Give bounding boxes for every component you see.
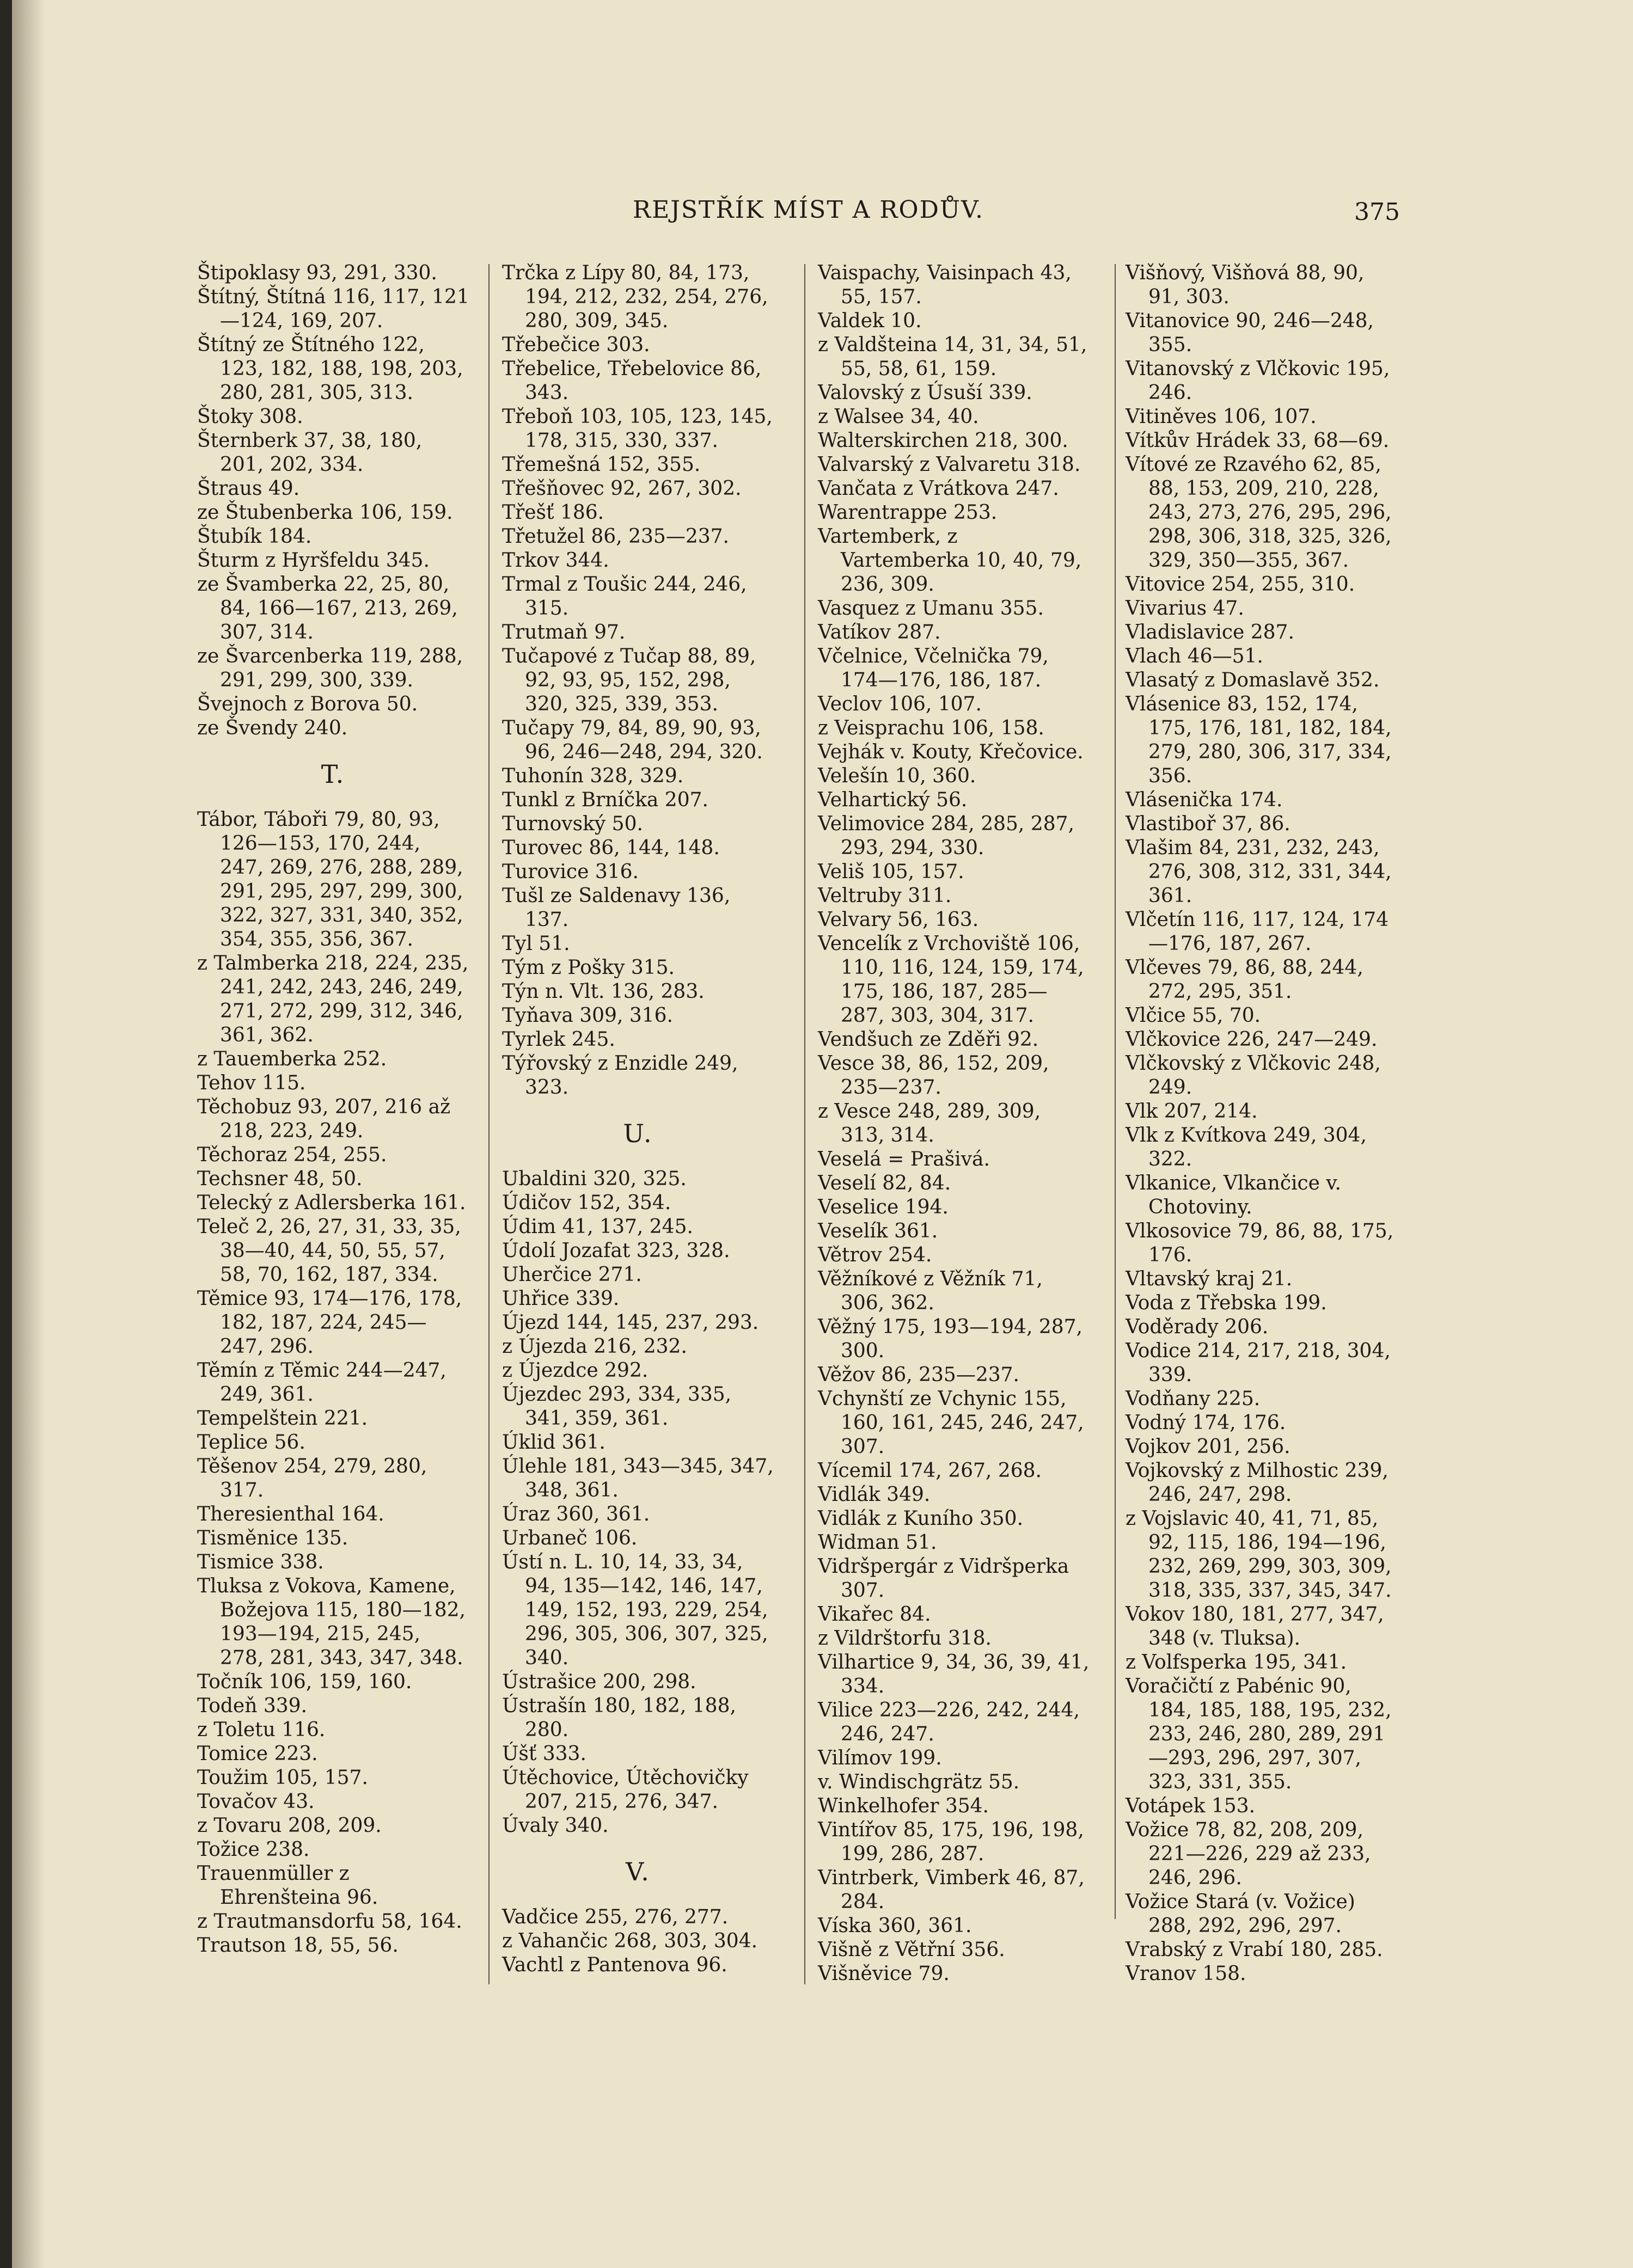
index-entry: Štoky 308. <box>197 406 303 428</box>
index-entry: Vitanovice 90, 246—248, 355. <box>1126 310 1374 356</box>
index-entry: Újezdec 293, 334, 335, 341, 359, 361. <box>502 1383 732 1430</box>
index-entry: Třemešná 152, 355. <box>502 453 701 476</box>
index-entry: Štipoklasy 93, 291, 330. <box>197 262 437 284</box>
index-entry: z Valdšteina 14, 31, 34, 51, 55, 58, 61, 159. <box>818 334 1087 380</box>
index-entry: Vlčkovský z Vlčkovic 248, 249. <box>1126 1052 1381 1099</box>
index-entry: Ústrašice 200, 298. <box>502 1671 696 1693</box>
index-entry: Vokov 180, 181, 277, 347, 348 (v. Tluksa). <box>1126 1603 1384 1650</box>
index-entry: Veclov 106, 107. <box>818 693 982 715</box>
index-entry: Vadčice 255, 276, 277. <box>502 1906 729 1928</box>
index-entry: Tisměnice 135. <box>197 1527 348 1549</box>
index-entry: Vlčeves 79, 86, 88, 244, 272, 295, 351. <box>1126 957 1363 1003</box>
index-column-4 <box>1126 261 1398 1986</box>
index-entry: Vidlák 349. <box>818 1484 931 1506</box>
index-entry: Vatíkov 287. <box>818 621 941 643</box>
index-entry: Týřovský z Enzidle 249, 323. <box>502 1052 738 1099</box>
index-entry: Vintířov 85, 175, 196, 198, 199, 286, 287. <box>818 1819 1084 1865</box>
index-entry: Theresienthal 164. <box>197 1503 384 1525</box>
index-entry: Vítové ze Rzavého 62, 85, 88, 153, 209, 210, 228, 243, 273, 276, 295, 296, 298, 306, 318, 325, 326, 329, 350—355, 367. <box>1126 453 1392 572</box>
index-entry: Trauenmüller z Ehrenšteina 96. <box>197 1862 378 1909</box>
index-entry: Těšenov 254, 279, 280, 317. <box>197 1455 427 1501</box>
index-entry: Štraus 49. <box>197 477 300 500</box>
index-entry: ze Švamberka 22, 25, 80, 84, 166—167, 213, 269, 307, 314. <box>197 573 458 643</box>
index-entry: Telecký z Adlersberka 161. <box>197 1192 466 1214</box>
index-entry: Vrabský z Vrabí 180, 285. <box>1126 1939 1383 1961</box>
index-entry: Tyl 51. <box>502 933 570 955</box>
index-entry: Tučapy 79, 84, 89, 90, 93, 96, 246—248, 294, 320. <box>502 717 763 763</box>
index-entry: Třešť 186. <box>502 501 604 524</box>
index-entry: Třetužel 86, 235—237. <box>502 525 729 548</box>
index-entry: z Vildrštorfu 318. <box>818 1627 992 1650</box>
index-entry: Vejhák v. Kouty, Křečovice. <box>818 741 1084 763</box>
page-number: 375 <box>1354 198 1400 226</box>
index-entry: Tyrlek 245. <box>502 1028 615 1051</box>
index-entry: Švejnoch z Borova 50. <box>197 693 418 715</box>
index-entry: Toužim 105, 157. <box>197 1767 368 1789</box>
index-entry: Voděrady 206. <box>1126 1316 1269 1338</box>
running-title: REJSTŘÍK MÍST A RODŮV. <box>633 196 984 224</box>
index-entry: v. Windischgrätz 55. <box>818 1771 1020 1793</box>
index-column-1 <box>197 261 469 1958</box>
index-entry: Trčka z Lípy 80, 84, 173, 194, 212, 232, 254, 276, 280, 309, 345. <box>502 262 768 332</box>
index-entry: Těchobuz 93, 207, 216 až 218, 223, 249. <box>197 1096 451 1142</box>
index-entry: Šturm z Hyršfeldu 345. <box>197 549 430 572</box>
index-entry: Veltruby 311. <box>818 885 952 907</box>
index-entry: Vítkův Hrádek 33, 68—69. <box>1126 430 1390 452</box>
index-entry: Vladislavice 287. <box>1126 621 1294 643</box>
index-entry: Vožice 78, 82, 208, 209, 221—226, 229 až 233, 246, 296. <box>1126 1819 1371 1889</box>
index-entry: Vlásenička 174. <box>1126 789 1283 811</box>
index-entry: Trautson 18, 55, 56. <box>197 1934 399 1957</box>
index-entry: Vančata z Vrátkova 247. <box>818 477 1059 500</box>
index-entry: z Vahančic 268, 303, 304. <box>502 1930 758 1952</box>
index-entry: Vencelík z Vrchoviště 106, 110, 116, 124, 159, 174, 175, 186, 187, 285—287, 303, 304, 317. <box>818 933 1084 1027</box>
index-entry: Velvary 56, 163. <box>818 909 979 931</box>
index-entry: Vojkovský z Milhostic 239, 246, 247, 298. <box>1126 1460 1389 1506</box>
index-entry: Trutmaň 97. <box>502 621 626 643</box>
index-entry: Teleč 2, 26, 27, 31, 33, 35, 38—40, 44, 50, 55, 57, 58, 70, 162, 187, 334. <box>197 1216 461 1286</box>
index-entry: z Volfsperka 195, 341. <box>1126 1651 1347 1674</box>
index-entry: Úklid 361. <box>502 1431 606 1454</box>
index-entry: Vilímov 199. <box>818 1747 942 1769</box>
index-entry: Vitovice 254, 255, 310. <box>1126 573 1355 596</box>
index-entry: Tým z Pošky 315. <box>502 957 675 979</box>
index-entry: Veliš 105, 157. <box>818 861 964 883</box>
index-entry: z Trautmansdorfu 58, 164. <box>197 1910 462 1933</box>
index-entry: Veselice 194. <box>818 1196 949 1218</box>
index-entry: Vltavský kraj 21. <box>1126 1268 1293 1290</box>
index-entry: Úšť 333. <box>502 1743 586 1765</box>
index-entry: z Talmberka 218, 224, 235, 241, 242, 243, 246, 249, 271, 272, 299, 312, 346, 361, 362. <box>197 952 469 1046</box>
index-entry: Věžníkové z Věžník 71, 306, 362. <box>818 1268 1043 1314</box>
index-entry: Uherčice 271. <box>502 1264 642 1286</box>
index-entry: Útěchovice, Útěchovičky 207, 215, 276, 347. <box>502 1767 749 1813</box>
index-column-2 <box>502 261 774 1977</box>
index-entry: Votápek 153. <box>1126 1795 1256 1817</box>
index-entry: Včelnice, Včelnička 79, 174—176, 186, 187. <box>818 645 1049 691</box>
index-entry: Tempelštein 221. <box>197 1407 368 1430</box>
index-entry: Ústí n. L. 10, 14, 33, 34, 94, 135—142, 146, 147, 149, 152, 193, 229, 254, 296, 305, 306, 307, 325, 340. <box>502 1551 768 1669</box>
index-entry: Šternberk 37, 38, 180, 201, 202, 334. <box>197 430 423 476</box>
index-entry: Valvarský z Valvaretu 318. <box>818 453 1081 476</box>
section-heading: V. <box>626 1857 651 1886</box>
index-entry: z Vojslavic 40, 41, 71, 85, 92, 115, 186, 194—196, 232, 269, 299, 303, 309, 318, 335, 337, 345, 347. <box>1126 1507 1392 1602</box>
index-entry: z Toletu 116. <box>197 1719 326 1741</box>
index-entry: Uhřice 339. <box>502 1288 620 1310</box>
column-divider <box>804 264 805 1984</box>
index-entry: Údičov 152, 354. <box>502 1192 671 1214</box>
index-entry: Voda z Třebska 199. <box>1126 1292 1327 1314</box>
index-entry: Věžov 86, 235—237. <box>818 1364 1019 1386</box>
index-entry: Vesce 38, 86, 152, 209, 235—237. <box>818 1052 1049 1099</box>
index-entry: Újezd 144, 145, 237, 293. <box>502 1311 759 1334</box>
index-entry: Tušl ze Saldenavy 136, 137. <box>502 885 731 931</box>
index-entry: Vivarius 47. <box>1126 597 1244 620</box>
index-entry: Teplice 56. <box>197 1431 305 1454</box>
index-entry: Vitanovský z Vlčkovic 195, 246. <box>1126 358 1390 404</box>
index-entry: Ubaldini 320, 325. <box>502 1168 687 1190</box>
index-entry: Višněvice 79. <box>818 1963 950 1985</box>
index-entry: Úvaly 340. <box>502 1815 609 1837</box>
index-entry: Vasquez z Umanu 355. <box>818 597 1044 620</box>
index-entry: Turovice 316. <box>502 861 639 883</box>
index-entry: Ústrašín 180, 182, 188, 280. <box>502 1695 736 1741</box>
index-entry: Vintrberk, Vimberk 46, 87, 284. <box>818 1867 1085 1913</box>
index-entry: Velešín 10, 360. <box>818 765 976 787</box>
index-entry: Větrov 254. <box>818 1244 932 1266</box>
index-entry: z Tovaru 208, 209. <box>197 1815 382 1837</box>
index-entry: Vodňany 225. <box>1126 1388 1261 1410</box>
index-entry: Třebečice 303. <box>502 334 650 356</box>
page-header <box>12 196 1633 229</box>
index-entry: Techsner 48, 50. <box>197 1168 363 1190</box>
index-entry: Štubík 184. <box>197 525 312 548</box>
index-entry: Tuhonín 328, 329. <box>502 765 684 787</box>
index-entry: Vikařec 84. <box>818 1603 931 1626</box>
index-entry: Winkelhofer 354. <box>818 1795 989 1817</box>
index-entry: Vchynští ze Vchynic 155, 160, 161, 245, 246, 247, 307. <box>818 1388 1084 1458</box>
index-entry: Vlásenice 83, 152, 174, 175, 176, 181, 182, 184, 279, 280, 306, 317, 334, 356. <box>1126 693 1392 787</box>
index-entry: Třešňovec 92, 267, 302. <box>502 477 742 500</box>
index-entry: Vodice 214, 217, 218, 304, 339. <box>1126 1340 1391 1386</box>
index-entry: Vendšuch ze Zděři 92. <box>818 1028 1039 1051</box>
index-entry: Vlčkovice 226, 247—249. <box>1126 1028 1378 1051</box>
index-entry: Warentrappe 253. <box>818 501 998 524</box>
index-entry: Vlkanice, Vlkančice v. Chotoviny. <box>1126 1172 1341 1218</box>
index-entry: Těmice 93, 174—176, 178, 182, 187, 224, 245—247, 296. <box>197 1288 462 1358</box>
index-entry: Voračičtí z Pabénic 90, 184, 185, 188, 195, 232, 233, 246, 280, 289, 291—293, 296, 297, 307, 323, 331, 355. <box>1126 1675 1392 1793</box>
index-entry: Vlach 46—51. <box>1126 645 1263 667</box>
index-entry: Vlastiboř 37, 86. <box>1126 813 1291 835</box>
index-entry: Veselík 361. <box>818 1220 938 1242</box>
index-entry: Tovačov 43. <box>197 1791 315 1813</box>
index-entry: Vartemberk, z Vartemberka 10, 40, 79, 236, 309. <box>818 525 1082 596</box>
index-entry: Vaispachy, Vaisinpach 43, 55, 157. <box>818 262 1072 308</box>
index-entry: Walterskirchen 218, 300. <box>818 430 1068 452</box>
index-entry: Vachtl z Pantenova 96. <box>502 1954 727 1976</box>
index-entry: Třebelice, Třebelovice 86, 343. <box>502 358 762 404</box>
index-column-3 <box>818 261 1090 1986</box>
index-entry: Točník 106, 159, 160. <box>197 1671 412 1693</box>
index-entry: Vojkov 201, 256. <box>1126 1436 1291 1458</box>
index-entry: Vlasatý z Domaslavě 352. <box>1126 669 1380 691</box>
index-entry: ze Švarcenberka 119, 288, 291, 299, 300, 339. <box>197 645 463 691</box>
index-entry: Úlehle 181, 343—345, 347, 348, 361. <box>502 1455 774 1501</box>
index-entry: Tismice 338. <box>197 1551 324 1573</box>
index-entry: Veselí 82, 84. <box>818 1172 951 1194</box>
index-entry: Tehov 115. <box>197 1072 306 1094</box>
index-entry: ze Švendy 240. <box>197 717 348 739</box>
index-entry: Vilice 223—226, 242, 244, 246, 247. <box>818 1699 1080 1745</box>
index-entry: Višňový, Višňová 88, 90, 91, 303. <box>1126 262 1365 308</box>
index-entry: Štítný ze Štítného 122, 123, 182, 188, 198, 203, 280, 281, 305, 313. <box>197 334 463 404</box>
index-entry: Valdek 10. <box>818 310 922 332</box>
index-entry: z Walsee 34, 40. <box>818 406 979 428</box>
index-entry: Vožice Stará (v. Vožice) 288, 292, 296, 297. <box>1126 1891 1355 1937</box>
index-entry: Vlčice 55, 70. <box>1126 1004 1261 1027</box>
index-entry: Turnovský 50. <box>502 813 643 835</box>
index-entry: z Vesce 248, 289, 309, 313, 314. <box>818 1100 1041 1147</box>
index-entry: Vitiněves 106, 107. <box>1126 406 1317 428</box>
index-entry: Vodný 174, 176. <box>1126 1412 1286 1434</box>
index-entry: Urbaneč 106. <box>502 1527 638 1549</box>
index-entry: Těmín z Těmic 244—247, 249, 361. <box>197 1359 447 1406</box>
index-entry: Tluksa z Vokova, Kamene, Božejova 115, 180—182, 193—194, 215, 245, 278, 281, 343, 347, 348. <box>197 1575 466 1669</box>
index-entry: Údim 41, 137, 245. <box>502 1216 693 1238</box>
index-entry: Tunkl z Brníčka 207. <box>502 789 708 811</box>
index-entry: Údolí Jozafat 323, 328. <box>502 1240 730 1262</box>
index-entry: Vidlák z Kuního 350. <box>818 1507 1024 1530</box>
index-entry: Vlkosovice 79, 86, 88, 175, 176. <box>1126 1220 1394 1266</box>
index-entry: z Veisprachu 106, 158. <box>818 717 1044 739</box>
index-entry: Valovský z Úsuší 339. <box>818 382 1032 404</box>
index-entry: z Újezda 216, 232. <box>502 1335 687 1358</box>
index-entry: Todeň 339. <box>197 1695 308 1717</box>
index-entry: Tučapové z Tučap 88, 89, 92, 93, 95, 152, 298, 320, 325, 339, 353. <box>502 645 756 715</box>
index-entry: Štítný, Štítná 116, 117, 121—124, 169, 207. <box>197 286 469 332</box>
index-entry: Velimovice 284, 285, 287, 293, 294, 330. <box>818 813 1074 859</box>
index-entry: ze Štubenberka 106, 159. <box>197 501 453 524</box>
index-entry: Vlašim 84, 231, 232, 243, 276, 308, 312, 331, 344, 361. <box>1126 837 1392 907</box>
index-entry: Víska 360, 361. <box>818 1915 972 1937</box>
index-entry: Věžný 175, 193—194, 287, 300. <box>818 1316 1082 1362</box>
index-entry: Třeboň 103, 105, 123, 145, 178, 315, 330, 337. <box>502 406 773 452</box>
section-heading: U. <box>623 1119 653 1148</box>
index-entry: Višně z Větřní 356. <box>818 1939 1005 1961</box>
index-entry: Vlk 207, 214. <box>1126 1100 1258 1123</box>
index-entry: Vlčetín 116, 117, 124, 174—176, 187, 267. <box>1126 909 1389 955</box>
index-entry: Widman 51. <box>818 1531 937 1554</box>
index-entry: Vidršpergár z Vidršperka 307. <box>818 1555 1069 1602</box>
page-edge-shadow <box>12 0 45 2268</box>
index-entry: Vranov 158. <box>1126 1963 1246 1985</box>
page <box>12 0 1633 2268</box>
index-entry: Trkov 344. <box>502 549 609 572</box>
index-entry: Tábor, Táboři 79, 80, 93, 126—153, 170, 244, 247, 269, 276, 288, 289, 291, 295, 297, 299, 300, 322, 327, 331, 340, 352, 354, 355, 356, 367. <box>197 808 463 951</box>
section-heading: T. <box>321 759 346 789</box>
index-entry: Vlk z Kvítkova 249, 304, 322. <box>1126 1124 1367 1170</box>
index-entry: Trmal z Toušic 244, 246, 315. <box>502 573 747 620</box>
index-entry: Veselá = Prašivá. <box>818 1148 990 1170</box>
index-entry: Těchoraz 254, 255. <box>197 1144 387 1166</box>
index-entry: Vícemil 174, 267, 268. <box>818 1460 1042 1482</box>
index-entry: Turovec 86, 144, 148. <box>502 837 720 859</box>
index-entry: Týn n. Vlt. 136, 283. <box>502 980 705 1003</box>
index-entry: Vilhartice 9, 34, 36, 39, 41, 334. <box>818 1651 1090 1697</box>
index-entry: z Tauemberka 252. <box>197 1048 387 1070</box>
index-entry: Tožice 238. <box>197 1838 310 1861</box>
column-divider <box>1115 264 1116 1919</box>
column-divider <box>488 264 490 1984</box>
index-entry: Tomice 223. <box>197 1743 318 1765</box>
index-entry: Velhartický 56. <box>818 789 968 811</box>
index-entry: Tyňava 309, 316. <box>502 1004 673 1027</box>
index-entry: z Újezdce 292. <box>502 1359 649 1382</box>
index-entry: Úraz 360, 361. <box>502 1503 650 1525</box>
